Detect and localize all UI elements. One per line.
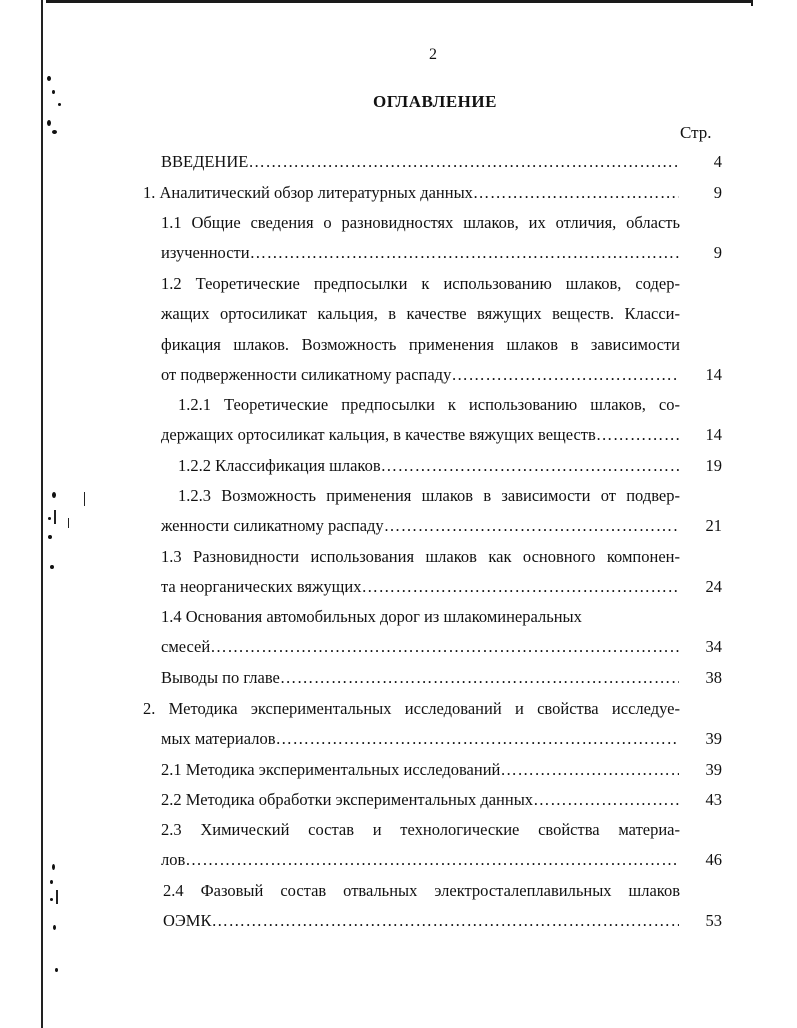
page-number: 2 [429, 46, 437, 63]
dot-leader [596, 423, 679, 447]
toc-page-number: 24 [705, 577, 722, 596]
toc-entry-title: держащих ортосиликат кальция, в качестве вяжущих веществ [161, 425, 596, 444]
toc-entry-title: Выводы по главе [161, 668, 280, 687]
toc-entry-title: ВВЕДЕНИЕ [161, 152, 249, 171]
scan-border-left [41, 0, 43, 1028]
toc-entry-title: 2.1 Методика экспериментальных исследований [161, 760, 501, 779]
toc-entry-intro [161, 150, 679, 174]
dot-leader [276, 727, 680, 751]
dot-leader [473, 181, 679, 205]
dot-leader [212, 909, 680, 933]
toc-page-number: 46 [705, 850, 722, 869]
toc-page-number: 14 [705, 365, 722, 384]
scan-border-top [46, 0, 752, 3]
dot-leader [210, 635, 679, 659]
dot-leader [381, 454, 679, 478]
toc-page-number: 14 [705, 425, 722, 444]
toc-entry-2-3-line2 [161, 848, 679, 872]
toc-entry-1-2-2 [178, 454, 679, 478]
toc-page-number: 19 [705, 456, 722, 475]
scan-border-corner [751, 0, 753, 6]
toc-entry-title: 2.2 Методика обработки экспериментальных данных [161, 790, 534, 809]
dot-leader [280, 666, 679, 690]
toc-entry-1-2-1-line1: 1.2.1 Теоретические предпосылки к использованию шлаков, со- [178, 395, 680, 414]
toc-entry-chapter-2-line1: 2. Методика экспериментальных исследований и свойства исследуе- [143, 699, 680, 718]
toc-entry-1-2-1-line2 [161, 423, 679, 447]
toc-page-number: 39 [705, 760, 722, 779]
toc-entry-title: 1. Аналитический обзор литературных данных [143, 183, 473, 202]
toc-entry-title: та неорганических вяжущих [161, 577, 362, 596]
toc-entry-1-4-line1: 1.4 Основания автомобильных дорог из шлакоминеральных [161, 607, 582, 626]
dot-leader [185, 848, 679, 872]
dot-leader [248, 150, 679, 174]
dot-leader [361, 575, 679, 599]
toc-entry-2-4-line1: 2.4 Фазовый состав отвальных электросталеплавильных шлаков [163, 881, 680, 900]
toc-entry-title: изученности [161, 243, 250, 262]
toc-entry-1-2-line4 [161, 363, 679, 387]
toc-page-number: 4 [713, 152, 722, 171]
toc-entry-1-3-line1: 1.3 Разновидности использования шлаков как основного компонен- [161, 547, 680, 566]
toc-entry-2-4-line2 [163, 909, 679, 933]
dot-leader [500, 758, 679, 782]
toc-page-number: 9 [713, 243, 722, 262]
toc-entry-title: ОЭМК [163, 911, 212, 930]
toc-entry-title: женности силикатному распаду [161, 516, 384, 535]
toc-page-number: 9 [713, 183, 722, 202]
toc-page-number: 39 [705, 729, 722, 748]
toc-entry-chapter-2-line2 [161, 727, 679, 751]
toc-entry-2-2 [161, 788, 679, 812]
toc-page-number: 38 [705, 668, 722, 687]
toc-entry-1-3-line2 [161, 575, 679, 599]
toc-page-number: 34 [705, 637, 722, 656]
toc-entry-1-1-line2 [161, 241, 679, 265]
toc-entry-2-1 [161, 758, 679, 782]
toc-entry-conclusions [161, 666, 679, 690]
toc-entry-title: от подверженности силикатному распаду [161, 365, 452, 384]
page-column-label: Стр. [680, 123, 712, 142]
toc-entry-2-3-line1: 2.3 Химический состав и технологические свойства материа- [161, 820, 680, 839]
toc-page-number: 21 [705, 516, 722, 535]
toc-entry-title: смесей [161, 637, 211, 656]
toc-entry-1-2-3-line2 [161, 514, 679, 538]
dot-leader [533, 788, 679, 812]
toc-entry-1-2-line3: фикация шлаков. Возможность применения шлаков в зависимости [161, 335, 680, 354]
dot-leader [250, 241, 679, 265]
dot-leader [384, 514, 679, 538]
toc-entry-1-2-line2: жащих ортосиликат кальция, в качестве вяжущих веществ. Класси- [161, 304, 680, 323]
toc-entry-chapter-1 [143, 181, 679, 205]
toc-entry-title: лов [161, 850, 186, 869]
toc-entry-1-4-line2 [161, 635, 679, 659]
toc-entry-title: 1.2.2 Классификация шлаков [178, 456, 381, 475]
toc-entry-1-1-line1: 1.1 Общие сведения о разновидностях шлаков, их отличия, область [161, 213, 680, 232]
page-title: ОГЛАВЛЕНИЕ [373, 92, 497, 111]
toc-page-number: 43 [705, 790, 722, 809]
dot-leader [451, 363, 679, 387]
toc-page-number: 53 [705, 911, 722, 930]
toc-entry-1-2-3-line1: 1.2.3 Возможность применения шлаков в зависимости от подвер- [178, 486, 680, 505]
toc-entry-1-2-line1: 1.2 Теоретические предпосылки к использованию шлаков, содер- [161, 274, 680, 293]
toc-entry-title: мых материалов [161, 729, 276, 748]
